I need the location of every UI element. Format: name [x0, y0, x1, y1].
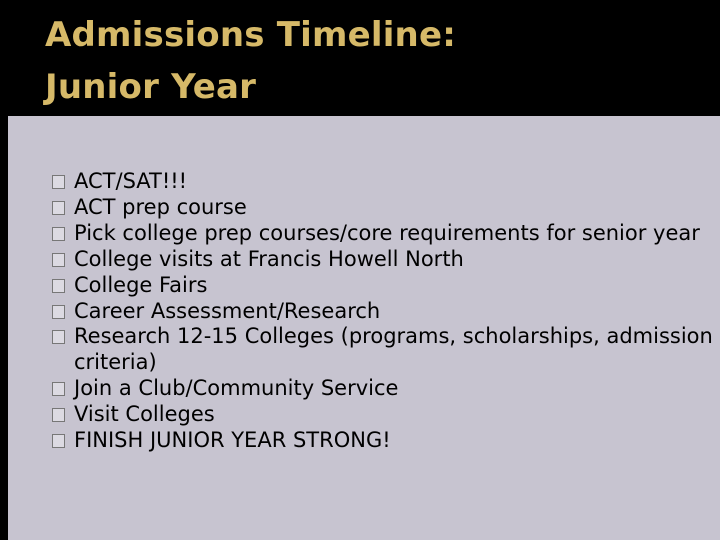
- bullet-text: Pick college prep courses/core requirements for senior year: [74, 220, 700, 245]
- square-bullet-icon: [52, 382, 65, 396]
- square-bullet-icon: [52, 305, 65, 319]
- bullet-item-college-visits: [46, 247, 714, 273]
- bullet-item-career-assessment: [46, 299, 714, 325]
- bullet-item-finish-strong: [46, 428, 714, 454]
- slide-title-line-2: Junior Year: [45, 67, 257, 107]
- slide-title: [45, 9, 456, 113]
- bullet-item-college-prep-courses: [46, 221, 714, 247]
- bullet-text: Career Assessment/Research: [74, 298, 381, 323]
- bullet-text: Research 12-15 Colleges (programs, scholarships, admission criteria): [74, 324, 713, 375]
- bullet-item-club-service: [46, 376, 714, 402]
- square-bullet-icon: [52, 279, 65, 293]
- square-bullet-icon: [52, 408, 65, 422]
- bullet-text: College visits at Francis Howell North: [74, 246, 464, 271]
- square-bullet-icon: [52, 175, 65, 189]
- square-bullet-icon: [52, 227, 65, 241]
- bullet-item-research-colleges: [46, 324, 714, 376]
- slide-title-line-1: Admissions Timeline:: [45, 15, 457, 55]
- bullet-text: ACT/SAT!!!: [74, 169, 188, 193]
- square-bullet-icon: [52, 253, 65, 267]
- bullet-item-act-sat: [46, 169, 714, 195]
- bullet-text: ACT prep course: [74, 194, 247, 219]
- bullet-text: Join a Club/Community Service: [74, 376, 399, 401]
- bullet-text: Visit Colleges: [74, 402, 215, 427]
- bullet-item-act-prep: [46, 195, 714, 221]
- title-band: [0, 0, 720, 116]
- bullet-item-visit-colleges: [46, 402, 714, 428]
- bullet-text: College Fairs: [74, 272, 208, 297]
- bullet-text: FINISH JUNIOR YEAR STRONG!: [74, 428, 391, 453]
- square-bullet-icon: [52, 434, 65, 448]
- square-bullet-icon: [52, 201, 65, 215]
- bullet-list: [46, 169, 714, 454]
- square-bullet-icon: [52, 330, 65, 344]
- bullet-item-college-fairs: [46, 273, 714, 299]
